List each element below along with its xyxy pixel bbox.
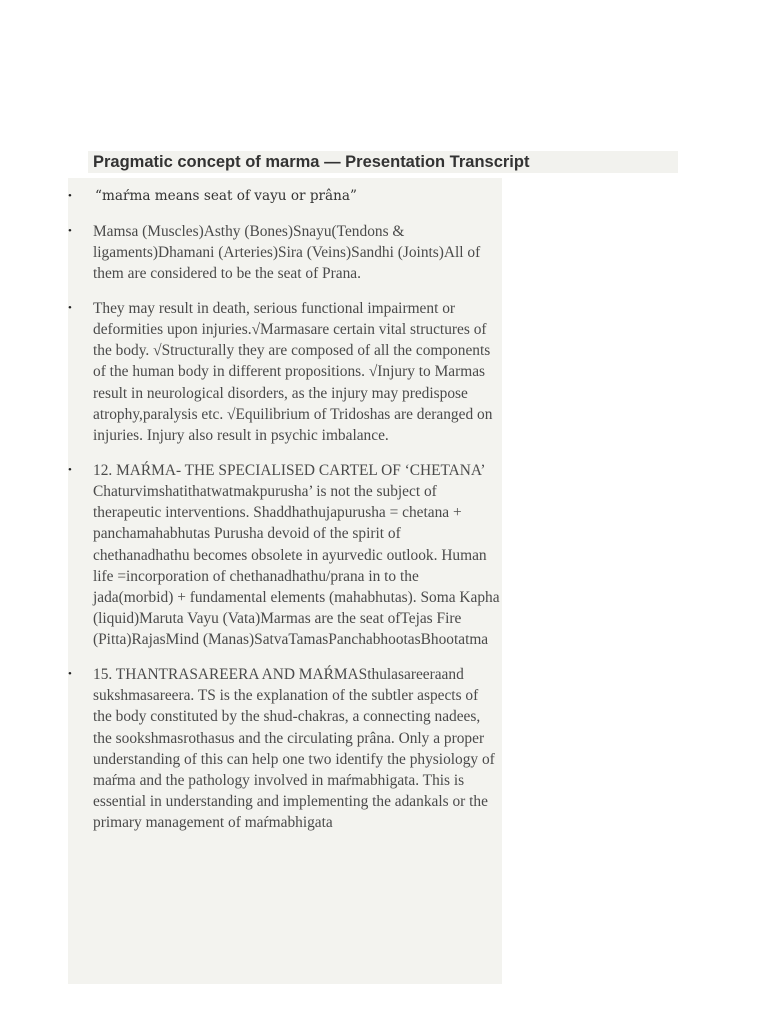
list-item	[66, 664, 500, 834]
list-item-text: “maŕma means seat of vayu or prâna”	[95, 188, 357, 204]
bullet-marker: •	[68, 668, 72, 681]
bullet-marker: •	[68, 463, 72, 476]
list-item-text: 15. THANTRASAREERA AND MAŔMASthulasareeraand sukshmasareera. TS is the explanation of the subtler aspects of the body constituted by the shud-chakras, a connecting nadees, the sookshmasrothasus and the circulating prâna. Only a proper understanding of this can help one two identify the physiology of maŕma and the pathology involved in maŕmabhigata. This is essential in understanding and implementing the adankals or the primary management of maŕmabhigata	[93, 666, 495, 832]
page-title: Pragmatic concept of marma — Presentation Transcript	[93, 153, 530, 171]
transcript-list	[66, 186, 500, 847]
list-item-text: Mamsa (Muscles)Asthy (Bones)Snayu(Tendons & ligaments)Dhamani (Arteries)Sira (Veins)Sandhi (Joints)All of them are considered to be the seat of Prana.	[93, 222, 481, 283]
bullet-marker: •	[68, 190, 72, 202]
list-item	[66, 221, 500, 285]
list-item-text: 12. MAŔMA- THE SPECIALISED CARTEL OF ‘CHETANA’ Chaturvimshatithatwatmakpurusha’ is not the subject of therapeutic interventions. Shaddhathujapurusha = chetana + panchamahabhutas Purusha devoid of the spirit of chethanadhathu becomes obsolete in ayurvedic outlook. Human life =incorporation of chethanadhathu/prana in to the jada(morbid) + fundamental elements (mahabhutas). Soma Kapha (liquid)Maruta Vayu (Vata)Marmas are the seat ofTejas Fire (Pitta)RajasMind (Manas)SatvaTamasPanchabhootasBhootatma	[93, 461, 500, 649]
list-item	[66, 460, 500, 651]
list-item-text: They may result in death, serious functional impairment or deformities upon injuries.√Marmasare certain vital structures of the body. √Structurally they are composed of all the components of the human body in different propositions. √Injury to Marmas result in neurological disorders, as the injury may predispose atrophy,paralysis etc. √Equilibrium of Tridoshas are deranged on injuries. Injury also result in psychic imbalance.	[93, 299, 493, 445]
list-item	[66, 298, 500, 446]
bullet-marker: •	[68, 301, 72, 314]
bullet-marker: •	[68, 224, 72, 237]
list-item	[66, 186, 500, 207]
